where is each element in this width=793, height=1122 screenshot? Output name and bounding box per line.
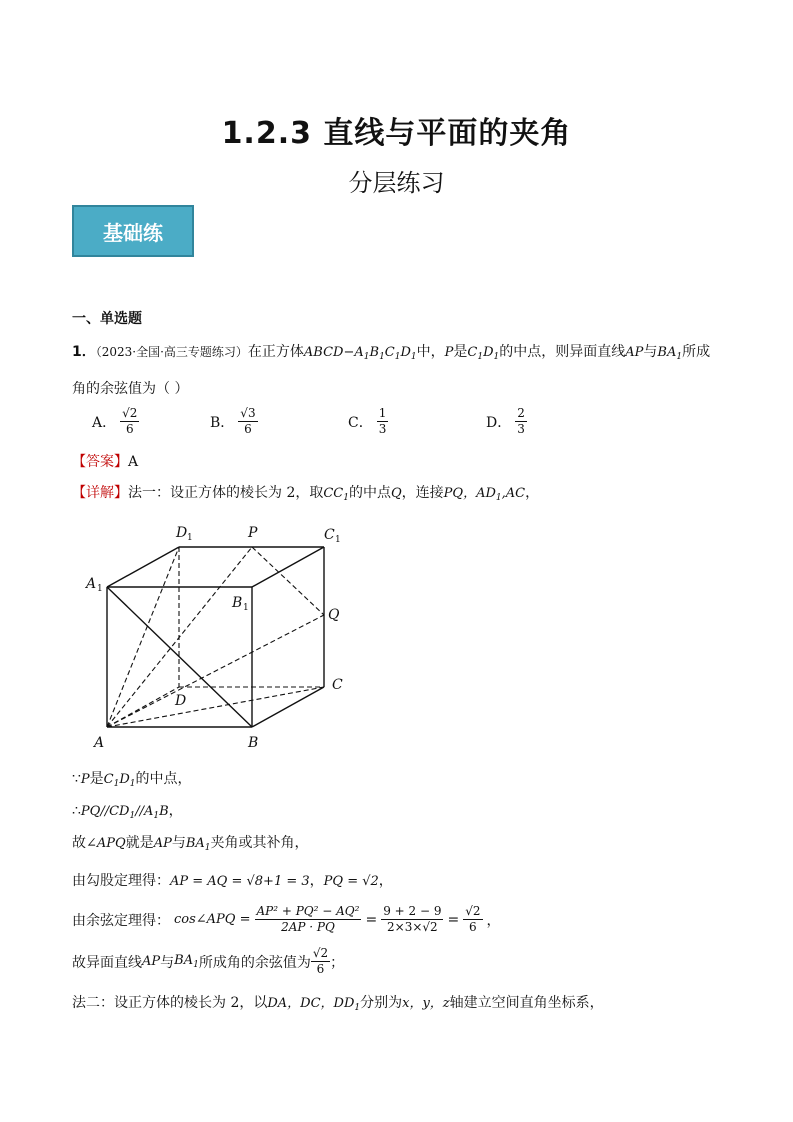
svg-text:1: 1 (243, 603, 249, 613)
option-fraction: $\frac{1}{3}$ (378, 406, 387, 436)
segment-c1d1: $C_1D_1$ (103, 772, 136, 789)
question-number: 1． (72, 344, 96, 360)
segment-c1d1: $C_1D_1$ (467, 345, 500, 362)
cos-fraction-1: $\frac{\text{AP² + PQ² − AQ²}}{2AP \cdot PQ}$ (256, 904, 360, 934)
page-title: 1.2.3 直线与平面的夹角 (221, 116, 572, 151)
proof-line-7 (72, 992, 604, 1013)
cube-edges (107, 547, 324, 727)
cube-name: $ABCD-A_1B_1C_1D_1$ (303, 345, 417, 362)
option-label: D． (486, 414, 512, 431)
label-b1: B (232, 595, 243, 611)
proof-text: 就是 (125, 835, 154, 851)
pythag-equation: AP = AQ = √8+1 = 3 (170, 874, 310, 889)
proof-text: 与 (160, 954, 175, 971)
proof-text: 故异面直线 (72, 954, 142, 971)
label-d1: D (176, 525, 188, 541)
proof-line-1 (72, 768, 192, 789)
svg-text:1: 1 (187, 533, 193, 543)
pq-equation: PQ = √2 (323, 874, 379, 889)
cos-lhs: cos∠APQ = (174, 912, 251, 927)
option-label: B． (210, 414, 235, 431)
detail-text: 的中点 (349, 485, 391, 501)
label-a: A (94, 735, 105, 751)
line-ap: AP (142, 954, 161, 969)
section-heading: 一、单选题 (72, 311, 142, 327)
proof-text: 分别为 (360, 995, 403, 1011)
option-label: C． (348, 414, 373, 431)
line-ap: AP (625, 345, 644, 360)
proof-text: 所成角的余弦值为 (198, 954, 311, 971)
axes-segments: DA，DC，$DD_1$ (267, 996, 361, 1013)
question-text: 与 (643, 344, 658, 360)
option-d[interactable] (486, 406, 527, 437)
proof-line-4: 由勾股定理得：AP = AQ = √8+1 = 3，PQ = √2， (72, 873, 393, 889)
label-p: P (248, 525, 258, 541)
label-b: B (248, 735, 259, 751)
point-p: P (444, 345, 454, 360)
point-q: Q (391, 486, 402, 501)
cube-figure (72, 515, 372, 755)
question-text: 的中点，则异面直线 (499, 344, 626, 360)
proof-text: 法二：设正方体的棱长为 2，以 (72, 995, 268, 1011)
segment-cc1: $CC_1$ (323, 486, 349, 503)
question-text: 在正方体 (247, 344, 304, 360)
result-fraction: $\frac{√2}{6}$ (312, 946, 329, 976)
question-line-2: 角的余弦值为（ ） (72, 381, 189, 397)
answer-line (72, 451, 138, 471)
proof-text: 夹角或其补角， (210, 835, 309, 851)
option-b[interactable] (210, 406, 258, 437)
question-text: 中， (416, 344, 445, 360)
label-c1: C (324, 527, 335, 543)
svg-text:1: 1 (97, 584, 103, 594)
label-a1: A (86, 576, 97, 592)
label-c: C (332, 677, 343, 693)
question-text: 所成 (682, 344, 711, 360)
cos-fraction-3: $\frac{√2}{6}$ (465, 904, 481, 934)
option-fraction: $\frac{√2}{6}$ (122, 406, 138, 436)
cos-fraction-2: $\frac{9 + 2 - 9}{2\times 3\times√2}$ (383, 904, 442, 934)
hidden-lines (107, 547, 324, 727)
option-c[interactable] (348, 406, 388, 437)
proof-text: 与 (171, 835, 186, 851)
question-text: 是 (453, 344, 468, 360)
option-fraction: $\frac{√3}{6}$ (240, 406, 256, 436)
detail-line-1: 【详解】法一：设正方体的棱长为 2，取$CC_1$的中点Q，连接PQ，$AD_1,AC$， (72, 485, 540, 503)
label-d: D (175, 693, 187, 709)
answer-tag: 【答案】 (72, 454, 128, 470)
axes-names: x，y，z (402, 996, 450, 1011)
proof-text: 是 (89, 771, 104, 787)
page-subtitle: 分层练习 (348, 169, 445, 197)
angle-apq: ∠APQ (86, 836, 126, 851)
line-ba1: $BA_1$ (185, 836, 211, 853)
proof-text: ∴ (72, 803, 81, 819)
level-badge: 基础练 (72, 205, 194, 257)
option-label: A． (92, 414, 117, 431)
proof-text: 的中点， (135, 771, 192, 787)
detail-text: ，连接 (401, 485, 444, 501)
proof-line-6: 故异面直线 AP 与 $BA_1$ 所成角的余弦值为 $\frac{√2}{6}$ ； (72, 946, 345, 976)
proof-line-5: 由余弦定理得： cos∠APQ = $\frac{\text{AP² + PQ² − AQ²}}{2AP \cdot PQ}$ = $\frac{9 + 2 - 9}{2\times 3\times√2}$ = $\frac{√2}{6}$ ， (72, 904, 501, 934)
line-ap: AP (153, 836, 172, 851)
proof-line-2: $\therefore PQ//CD_1//A_1B$， (72, 803, 183, 821)
line-ba1: $BA_1$ (174, 953, 199, 970)
label-q: Q (328, 607, 340, 623)
point-p: P (80, 772, 90, 787)
detail-tag: 【详解】 (72, 485, 128, 501)
question-source: （2023·全国·高三专题练习） (95, 345, 248, 359)
proof-line-3 (72, 832, 309, 853)
svg-text:1: 1 (335, 535, 341, 545)
proof-text: 轴建立空间直角坐标系， (449, 995, 604, 1011)
proof-text: 故 (72, 835, 86, 851)
proof-text: 由勾股定理得： (72, 873, 170, 889)
answer-value: A (128, 454, 139, 470)
detail-text: 法一：设正方体的棱长为 2，取 (128, 485, 324, 501)
segments: PQ，$AD_1,AC$ (443, 486, 526, 503)
proof-text: ∵ (72, 771, 81, 787)
option-fraction: $\frac{2}{3}$ (517, 406, 525, 436)
parallel-relation: $PQ//CD_1//A_1B$ (80, 804, 169, 821)
proof-text: 由余弦定理得： (72, 912, 170, 929)
option-a[interactable] (92, 406, 139, 437)
line-ba1: $BA_1$ (657, 345, 683, 362)
question-line-1 (72, 341, 710, 362)
